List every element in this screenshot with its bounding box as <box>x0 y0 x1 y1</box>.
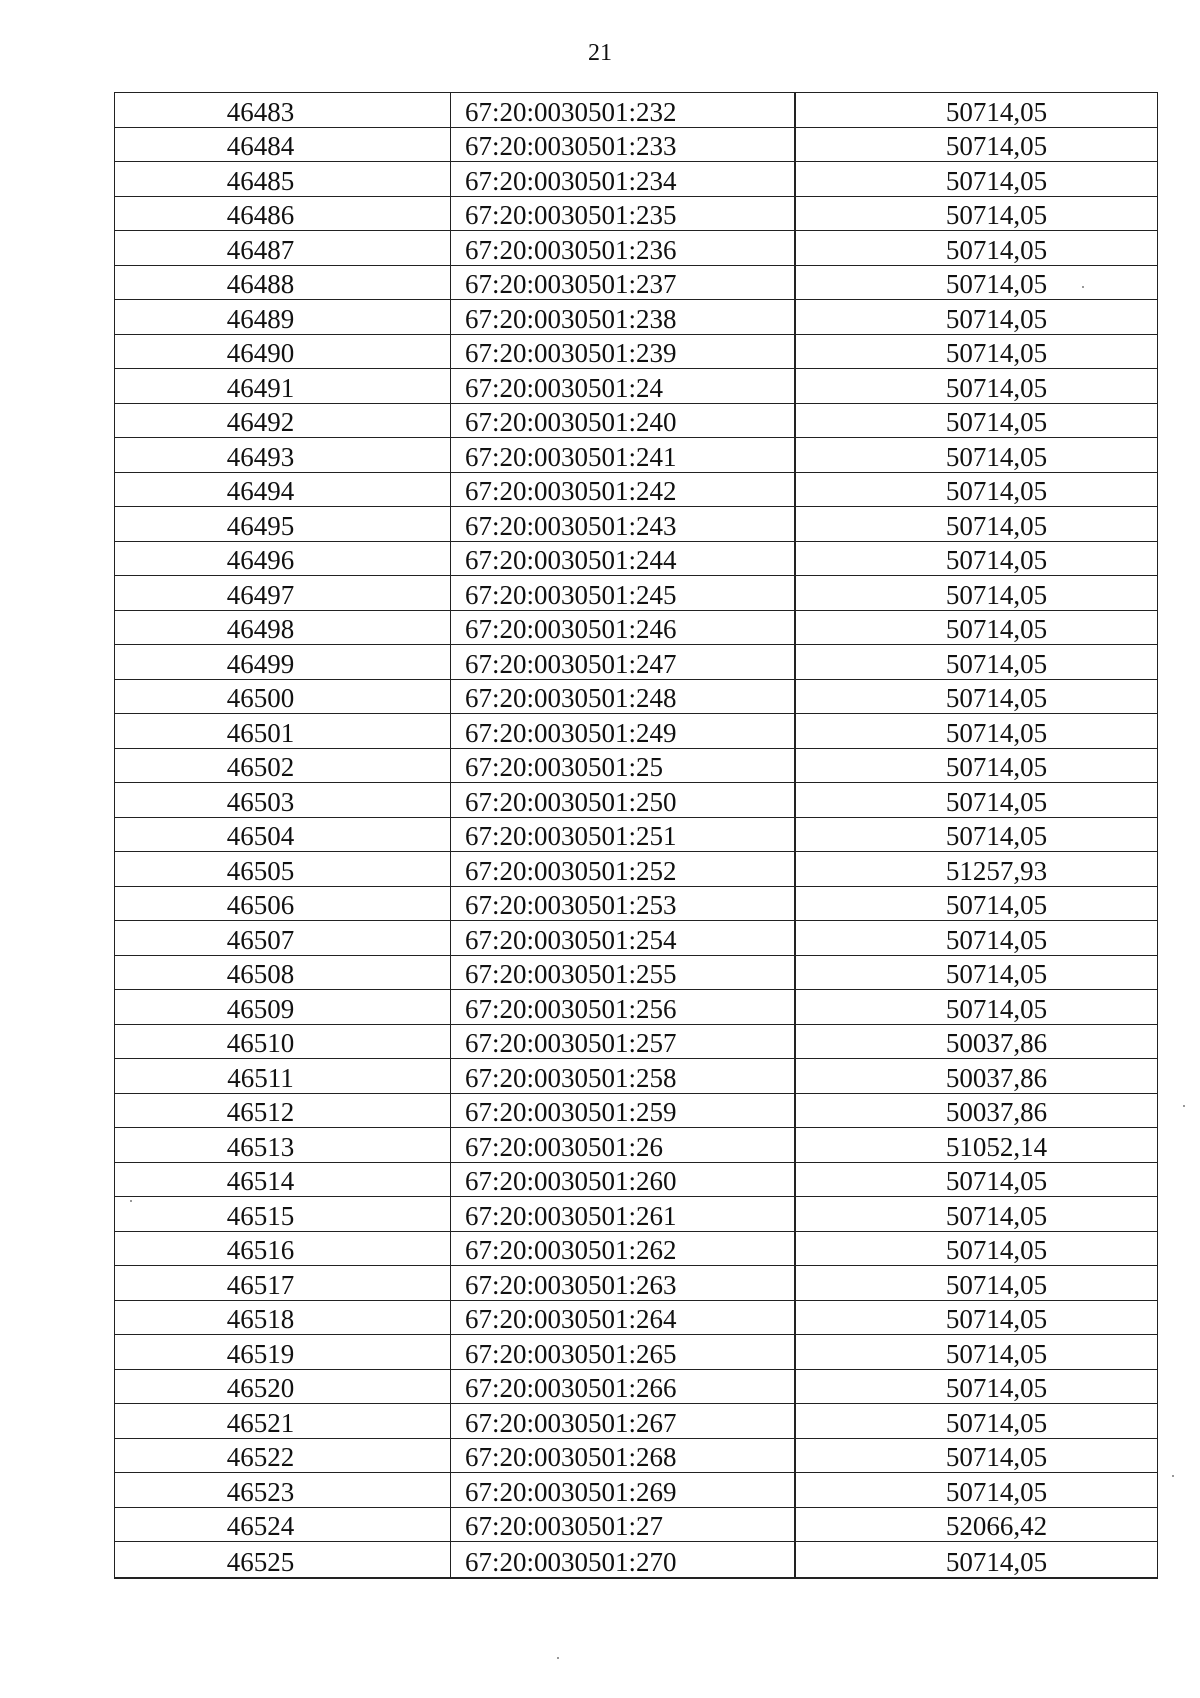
cadastral-number-cell: 67:20:0030501:267 <box>451 1404 796 1438</box>
row-number-cell: 46523 <box>115 1473 451 1507</box>
value-cell: 50714,05 <box>945 1269 1048 1300</box>
value-cell: 50714,05 <box>945 821 1048 851</box>
table-row <box>115 93 1157 128</box>
row-number-cell: 46512 <box>115 1094 451 1128</box>
value-cell: 50714,05 <box>945 683 1048 713</box>
row-number-cell: 46506 <box>115 887 451 921</box>
value-cell: 50037,86 <box>945 1097 1048 1127</box>
row-number-cell: 46514 <box>115 1163 451 1197</box>
scan-speck <box>130 1200 132 1202</box>
row-number-cell: 46500 <box>115 680 451 714</box>
page-number: 21 <box>588 40 612 66</box>
scan-speck <box>557 1657 559 1659</box>
row-number-cell: 46502 <box>115 749 451 783</box>
row-number-cell: 46511 <box>115 1059 451 1093</box>
cadastral-number-cell: 67:20:0030501:266 <box>451 1370 796 1404</box>
cadastral-number-cell: 67:20:0030501:255 <box>451 956 796 990</box>
row-number-cell: 46492 <box>115 404 451 438</box>
table-row <box>115 162 1157 197</box>
table-row <box>115 611 1157 646</box>
cadastral-number-cell: 67:20:0030501:24 <box>451 369 796 403</box>
value-cell: 50714,05 <box>945 614 1048 644</box>
cadastral-number-cell: 67:20:0030501:247 <box>451 645 796 679</box>
cadastral-number-cell: 67:20:0030501:26 <box>451 1128 796 1162</box>
value-cell: 50714,05 <box>945 1166 1048 1196</box>
value-cell: 50714,05 <box>945 1200 1048 1231</box>
table-row <box>115 1025 1157 1060</box>
value-cell: 50714,05 <box>945 1338 1048 1369</box>
row-number-cell: 46494 <box>115 473 451 507</box>
table-row <box>115 1439 1157 1474</box>
value-cell: 50714,05 <box>945 200 1048 230</box>
table-row <box>115 1335 1157 1370</box>
cadastral-number-cell: 67:20:0030501:246 <box>451 611 796 645</box>
value-cell: 50714,05 <box>945 579 1048 610</box>
table-row <box>115 197 1157 232</box>
value-cell: 50037,86 <box>945 1062 1048 1093</box>
table-row <box>115 1370 1157 1405</box>
table-row <box>115 887 1157 922</box>
cadastral-number-cell: 67:20:0030501:233 <box>451 128 796 162</box>
value-cell: 50714,05 <box>945 752 1048 782</box>
cadastral-number-cell: 67:20:0030501:248 <box>451 680 796 714</box>
row-number-cell: 46518 <box>115 1301 451 1335</box>
value-cell: 50714,05 <box>945 510 1048 541</box>
value-cell: 50714,05 <box>945 269 1048 299</box>
value-cell: 50714,05 <box>945 924 1048 955</box>
value-cell: 50714,05 <box>945 96 1048 127</box>
cadastral-number-cell: 67:20:0030501:268 <box>451 1439 796 1473</box>
value-cell: 50714,05 <box>945 407 1048 437</box>
value-cell: 51257,93 <box>945 855 1048 886</box>
data-table <box>114 92 1158 1579</box>
table-row <box>115 783 1157 818</box>
row-number-cell: 46483 <box>115 93 451 127</box>
scan-speck <box>1183 1105 1185 1107</box>
cadastral-number-cell: 67:20:0030501:259 <box>451 1094 796 1128</box>
value-cell: 51052,14 <box>945 1131 1048 1162</box>
cadastral-number-cell: 67:20:0030501:249 <box>451 714 796 748</box>
cadastral-number-cell: 67:20:0030501:237 <box>451 266 796 300</box>
row-number-cell: 46521 <box>115 1404 451 1438</box>
cadastral-number-cell: 67:20:0030501:241 <box>451 438 796 472</box>
cadastral-number-cell: 67:20:0030501:262 <box>451 1232 796 1266</box>
table-row <box>115 1404 1157 1439</box>
value-cell: 50714,05 <box>945 786 1048 817</box>
cadastral-number-cell: 67:20:0030501:245 <box>451 576 796 610</box>
cadastral-number-cell: 67:20:0030501:265 <box>451 1335 796 1369</box>
cadastral-number-cell: 67:20:0030501:269 <box>451 1473 796 1507</box>
table-row <box>115 680 1157 715</box>
value-cell: 50714,05 <box>945 993 1048 1024</box>
table-row <box>115 1163 1157 1198</box>
table-row <box>115 1266 1157 1301</box>
value-cell: 50714,05 <box>945 372 1048 403</box>
value-cell: 50714,05 <box>945 1442 1048 1472</box>
table-row <box>115 266 1157 301</box>
cadastral-number-cell: 67:20:0030501:238 <box>451 300 796 334</box>
table-row <box>115 990 1157 1025</box>
value-cell: 50714,05 <box>945 959 1048 989</box>
table-row <box>115 749 1157 784</box>
cadastral-number-cell: 67:20:0030501:270 <box>451 1542 796 1577</box>
cadastral-number-cell: 67:20:0030501:243 <box>451 507 796 541</box>
cadastral-number-cell: 67:20:0030501:257 <box>451 1025 796 1059</box>
cadastral-number-cell: 67:20:0030501:244 <box>451 542 796 576</box>
value-cell: 50714,05 <box>945 717 1048 748</box>
cadastral-number-cell: 67:20:0030501:264 <box>451 1301 796 1335</box>
table-row <box>115 473 1157 508</box>
cadastral-number-cell: 67:20:0030501:261 <box>451 1197 796 1231</box>
table-row <box>115 1542 1157 1577</box>
table-row <box>115 1128 1157 1163</box>
row-number-cell: 46491 <box>115 369 451 403</box>
value-cell: 52066,42 <box>945 1511 1048 1541</box>
table-row <box>115 404 1157 439</box>
row-number-cell: 46487 <box>115 231 451 265</box>
row-number-cell: 46497 <box>115 576 451 610</box>
cadastral-number-cell: 67:20:0030501:242 <box>451 473 796 507</box>
cadastral-number-cell: 67:20:0030501:254 <box>451 921 796 955</box>
row-number-cell: 46524 <box>115 1508 451 1542</box>
row-number-cell: 46486 <box>115 197 451 231</box>
value-cell: 50714,05 <box>945 476 1048 506</box>
row-number-cell: 46525 <box>115 1542 451 1577</box>
table-row <box>115 645 1157 680</box>
value-cell: 50714,05 <box>945 545 1048 575</box>
row-number-cell: 46508 <box>115 956 451 990</box>
row-number-cell: 46522 <box>115 1439 451 1473</box>
cadastral-number-cell: 67:20:0030501:252 <box>451 852 796 886</box>
value-cell: 50714,05 <box>945 303 1048 334</box>
table-row <box>115 369 1157 404</box>
row-number-cell: 46485 <box>115 162 451 196</box>
cadastral-number-cell: 67:20:0030501:253 <box>451 887 796 921</box>
row-number-cell: 46510 <box>115 1025 451 1059</box>
row-number-cell: 46488 <box>115 266 451 300</box>
row-number-cell: 46507 <box>115 921 451 955</box>
row-number-cell: 46498 <box>115 611 451 645</box>
table-row <box>115 128 1157 163</box>
row-number-cell: 46519 <box>115 1335 451 1369</box>
row-number-cell: 46509 <box>115 990 451 1024</box>
value-cell: 50714,05 <box>945 1476 1048 1507</box>
row-number-cell: 46484 <box>115 128 451 162</box>
value-cell: 50714,05 <box>945 648 1048 679</box>
cadastral-number-cell: 67:20:0030501:239 <box>451 335 796 369</box>
row-number-cell: 46517 <box>115 1266 451 1300</box>
table-row <box>115 1094 1157 1129</box>
row-number-cell: 46513 <box>115 1128 451 1162</box>
value-cell: 50714,05 <box>945 441 1048 472</box>
table-row <box>115 576 1157 611</box>
row-number-cell: 46520 <box>115 1370 451 1404</box>
table-row <box>115 542 1157 577</box>
cadastral-number-cell: 67:20:0030501:256 <box>451 990 796 1024</box>
table-row <box>115 818 1157 853</box>
table-row <box>115 300 1157 335</box>
cadastral-number-cell: 67:20:0030501:251 <box>451 818 796 852</box>
table-row <box>115 231 1157 266</box>
cadastral-number-cell: 67:20:0030501:235 <box>451 197 796 231</box>
row-number-cell: 46503 <box>115 783 451 817</box>
cadastral-number-cell: 67:20:0030501:250 <box>451 783 796 817</box>
row-number-cell: 46515 <box>115 1197 451 1231</box>
cadastral-number-cell: 67:20:0030501:25 <box>451 749 796 783</box>
row-number-cell: 46495 <box>115 507 451 541</box>
table-row <box>115 1059 1157 1094</box>
cadastral-number-cell: 67:20:0030501:240 <box>451 404 796 438</box>
table-row <box>115 335 1157 370</box>
row-number-cell: 46499 <box>115 645 451 679</box>
table-row <box>115 1473 1157 1508</box>
cadastral-number-cell: 67:20:0030501:234 <box>451 162 796 196</box>
value-cell: 50714,05 <box>945 1235 1048 1265</box>
table-row <box>115 438 1157 473</box>
row-number-cell: 46489 <box>115 300 451 334</box>
value-cell: 50714,05 <box>945 234 1048 265</box>
table-row <box>115 1197 1157 1232</box>
value-cell: 50714,05 <box>945 165 1048 196</box>
value-cell: 50714,05 <box>945 1304 1048 1334</box>
value-cell: 50714,05 <box>945 338 1048 368</box>
table-row <box>115 921 1157 956</box>
table-row <box>115 956 1157 991</box>
scan-speck <box>1172 1475 1174 1477</box>
value-cell: 50714,05 <box>945 131 1048 161</box>
cadastral-number-cell: 67:20:0030501:27 <box>451 1508 796 1542</box>
cadastral-number-cell: 67:20:0030501:260 <box>451 1163 796 1197</box>
row-number-cell: 46496 <box>115 542 451 576</box>
row-number-cell: 46505 <box>115 852 451 886</box>
value-cell: 50714,05 <box>945 1407 1048 1438</box>
table-row <box>115 1301 1157 1336</box>
cadastral-number-cell: 67:20:0030501:263 <box>451 1266 796 1300</box>
cadastral-number-cell: 67:20:0030501:258 <box>451 1059 796 1093</box>
row-number-cell: 46504 <box>115 818 451 852</box>
row-number-cell: 46501 <box>115 714 451 748</box>
cadastral-number-cell: 67:20:0030501:236 <box>451 231 796 265</box>
value-cell: 50037,86 <box>945 1028 1048 1058</box>
table-row <box>115 1232 1157 1267</box>
scan-speck <box>1082 286 1084 288</box>
row-number-cell: 46493 <box>115 438 451 472</box>
cadastral-number-cell: 67:20:0030501:232 <box>451 93 796 127</box>
value-cell: 50714,05 <box>945 1373 1048 1403</box>
value-cell: 50714,05 <box>945 1546 1048 1577</box>
table-row <box>115 852 1157 887</box>
row-number-cell: 46490 <box>115 335 451 369</box>
table-row <box>115 1508 1157 1543</box>
row-number-cell: 46516 <box>115 1232 451 1266</box>
table-row <box>115 507 1157 542</box>
table-row <box>115 714 1157 749</box>
value-cell: 50714,05 <box>945 890 1048 920</box>
